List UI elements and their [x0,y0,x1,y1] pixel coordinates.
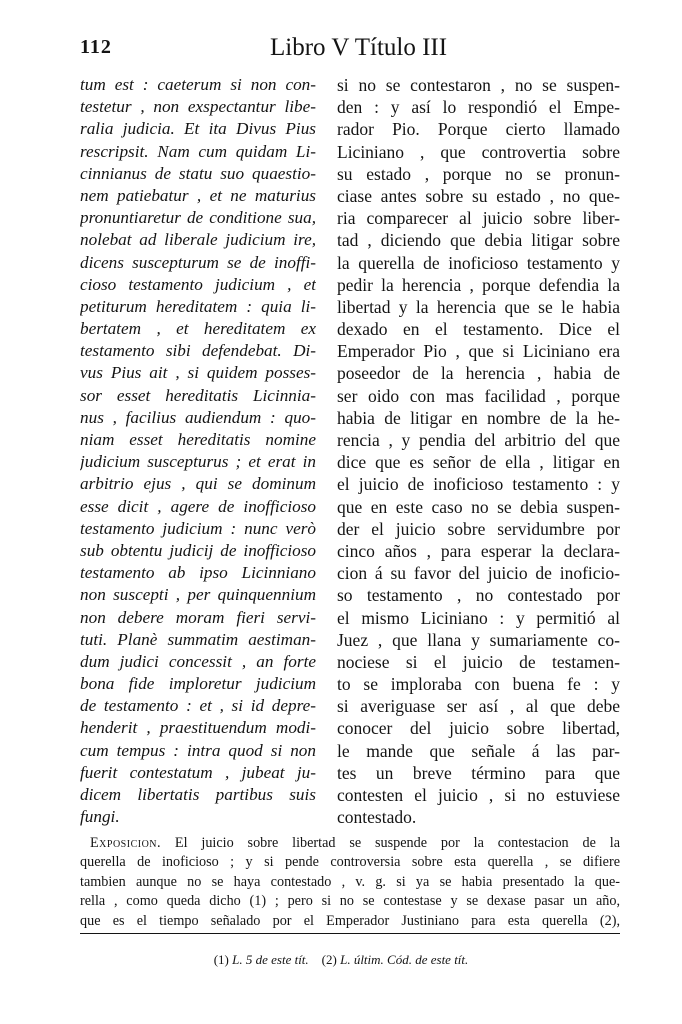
page-number: 112 [80,36,112,58]
spanish-line: ciase antes sobre su estado , no que- [337,185,620,206]
latin-line: non suscepti , per quinquennium [80,585,316,605]
latin-line: cinnianus de statu suo quaestio- [80,163,316,183]
footnote-2-text: L. últim. Cód. de este tít. [340,952,469,967]
spanish-line: libertad y la herencia que se le habia [337,296,620,317]
latin-line: tuti. Planè summatim aestiman- [80,629,316,649]
spanish-line: so testamento , no contestado por [337,585,620,606]
latin-line: cioso testamento judicium , et [80,274,316,294]
spanish-line: tes un breve término para que [337,762,620,783]
latin-line: sor esset hereditatis Licinnia- [80,385,316,405]
spanish-line: si no se contestaron , no se suspen- [337,75,620,95]
latin-line: arbitrio ejus , qui se dominum [80,474,316,494]
latin-line: pronuntiaretur de conditione sua, [80,208,316,228]
exposition-first-line-text: El juicio sobre libertad se suspende por la contestacion de la [174,835,620,851]
latin-line: non debere moram fieri servi- [80,607,316,627]
spanish-line: si averiguase ser así , al que debe [337,696,620,717]
spanish-line: Liciniano , que controvertia sobre [337,141,620,162]
spanish-line: ria comparecer al juicio sobre liber- [337,208,620,229]
exposition-label: Exposicion. [90,835,162,851]
spanish-line: tad , diciendo que debia litigar sobre [337,230,620,251]
exposition-paragraph [80,834,620,931]
spanish-line: el mismo Liciniano : y permitió al [337,607,620,628]
spanish-line: Emperador Pio , que si Liciniano era [337,341,620,362]
footnote-1-text: L. 5 de este tít. [232,952,309,967]
spanish-line: contesten el juicio , si no estuviese [337,785,620,805]
spanish-line: Juez , que llana y sumariamente co- [337,629,620,650]
spanish-line: su estado , porque no se pronun- [337,163,620,184]
latin-line: dicem libertatis partibus suis [80,785,316,804]
latin-line: ralia judicia. Et ita Divus Pius [80,119,316,139]
latin-line: sub obtentu judicij de inofficioso [80,540,316,560]
latin-line: petiturum hereditatem : quia li- [80,296,316,316]
spanish-line: der el juicio sobre servidumbre por [337,518,620,539]
spanish-line: rencia , y pendia del arbitrio del que [337,430,620,450]
latin-line: de testamento : et , si id depre- [80,696,316,716]
latin-line: nolebat ad liberale judicium ire, [80,230,316,250]
latin-line: vus Pius ait , si quidem posses- [80,363,316,383]
latin-line: fungi. [80,807,120,827]
spanish-line: la querella de inoficioso testamento y [337,252,620,273]
exposition-line: rella , como queda dicho (1) ; pero si no se contestase y se dexase pasar un año, [80,893,620,910]
running-title: Libro V Título III [270,34,448,61]
latin-line: henderit , praestituendum modi- [80,718,316,738]
exposition-line: tambien aunque no se haya contestado , v. g. si ya se habia presentado la que- [80,873,620,890]
spanish-line: habia de litigar en nombre de la he- [337,407,620,428]
spanish-line: cinco años , para esperar la declara- [337,540,620,561]
latin-line: bertatem , et hereditatem ex [80,319,316,339]
spanish-line: nociese si el juicio de testamen- [337,651,620,672]
latin-line: cum tempus : intra quod si non [80,740,316,760]
exposition-line: querella de inoficioso ; y si pende controversia sobre esta querella , se difiere [80,854,620,871]
latin-line: bona fide imploretur judicium [80,674,316,694]
latin-line: fuerit contestatum , jubeat ju- [80,762,316,782]
latin-line: testamento sibi defendebat. Di- [80,341,316,361]
footnote-1-mark: (1) [213,952,229,967]
latin-line: dicens suscepturum se de inoffi- [80,252,316,272]
spanish-line: que en este caso no se debia suspen- [337,496,620,517]
latin-line: rescripsit. Nam cum quidam Li- [80,141,316,161]
latin-line: dum judici concessit , an forte [80,651,316,671]
spanish-line: ser oido con mas facilidad , porque [337,385,620,406]
footnote-2-mark: (2) [321,952,337,967]
exposition-line [80,834,620,853]
footnote-divider [80,933,620,934]
spanish-line: to se imploraba con buena fe : y [337,674,620,695]
spanish-line: cion á su favor del juicio de inoficio- [337,563,620,584]
latin-line: nem patiebatur , et ne maturius [80,185,316,205]
spanish-line: le mande que señale á las par- [337,740,620,761]
latin-line: esse dicit , agere de inofficioso [80,496,316,516]
latin-line: testamento judicium : nunc verò [80,518,316,538]
latin-line: tum est : caeterum si non con- [80,75,316,94]
latin-line: judicium suscepturus ; et erat in [80,452,316,472]
latin-text-column [80,74,316,828]
spanish-line: dexado en el testamento. Dice el [337,319,620,340]
exposition-line: que es el tiempo señalado por el Emperador Justiniano para esta querella (2), [80,912,620,929]
page-header [80,34,620,62]
latin-line: niam esset hereditatis nomine [80,430,316,449]
spanish-line: dice que es señor de ella , litigar en [337,452,620,473]
spanish-line: poseedor de la herencia , habia de [337,363,620,384]
latin-line: nus , facilius audiendum : quo- [80,407,316,427]
spanish-text-column [337,74,620,828]
spanish-line: pedir la herencia , porque defendia la [337,274,620,295]
spanish-line: contestado. [337,807,417,828]
spanish-line: den : y así lo respondió el Empe- [337,97,620,118]
spanish-line: rador Pio. Porque cierto llamado [337,119,620,140]
spanish-line: conocer del juicio sobre libertad, [337,718,620,739]
footnotes [0,952,682,968]
latin-line: testamento ab ipso Licinniano [80,563,316,583]
spanish-line: el juicio de inoficioso testamento : y [337,474,620,495]
latin-line: testetur , non exspectantur libe- [80,97,316,117]
